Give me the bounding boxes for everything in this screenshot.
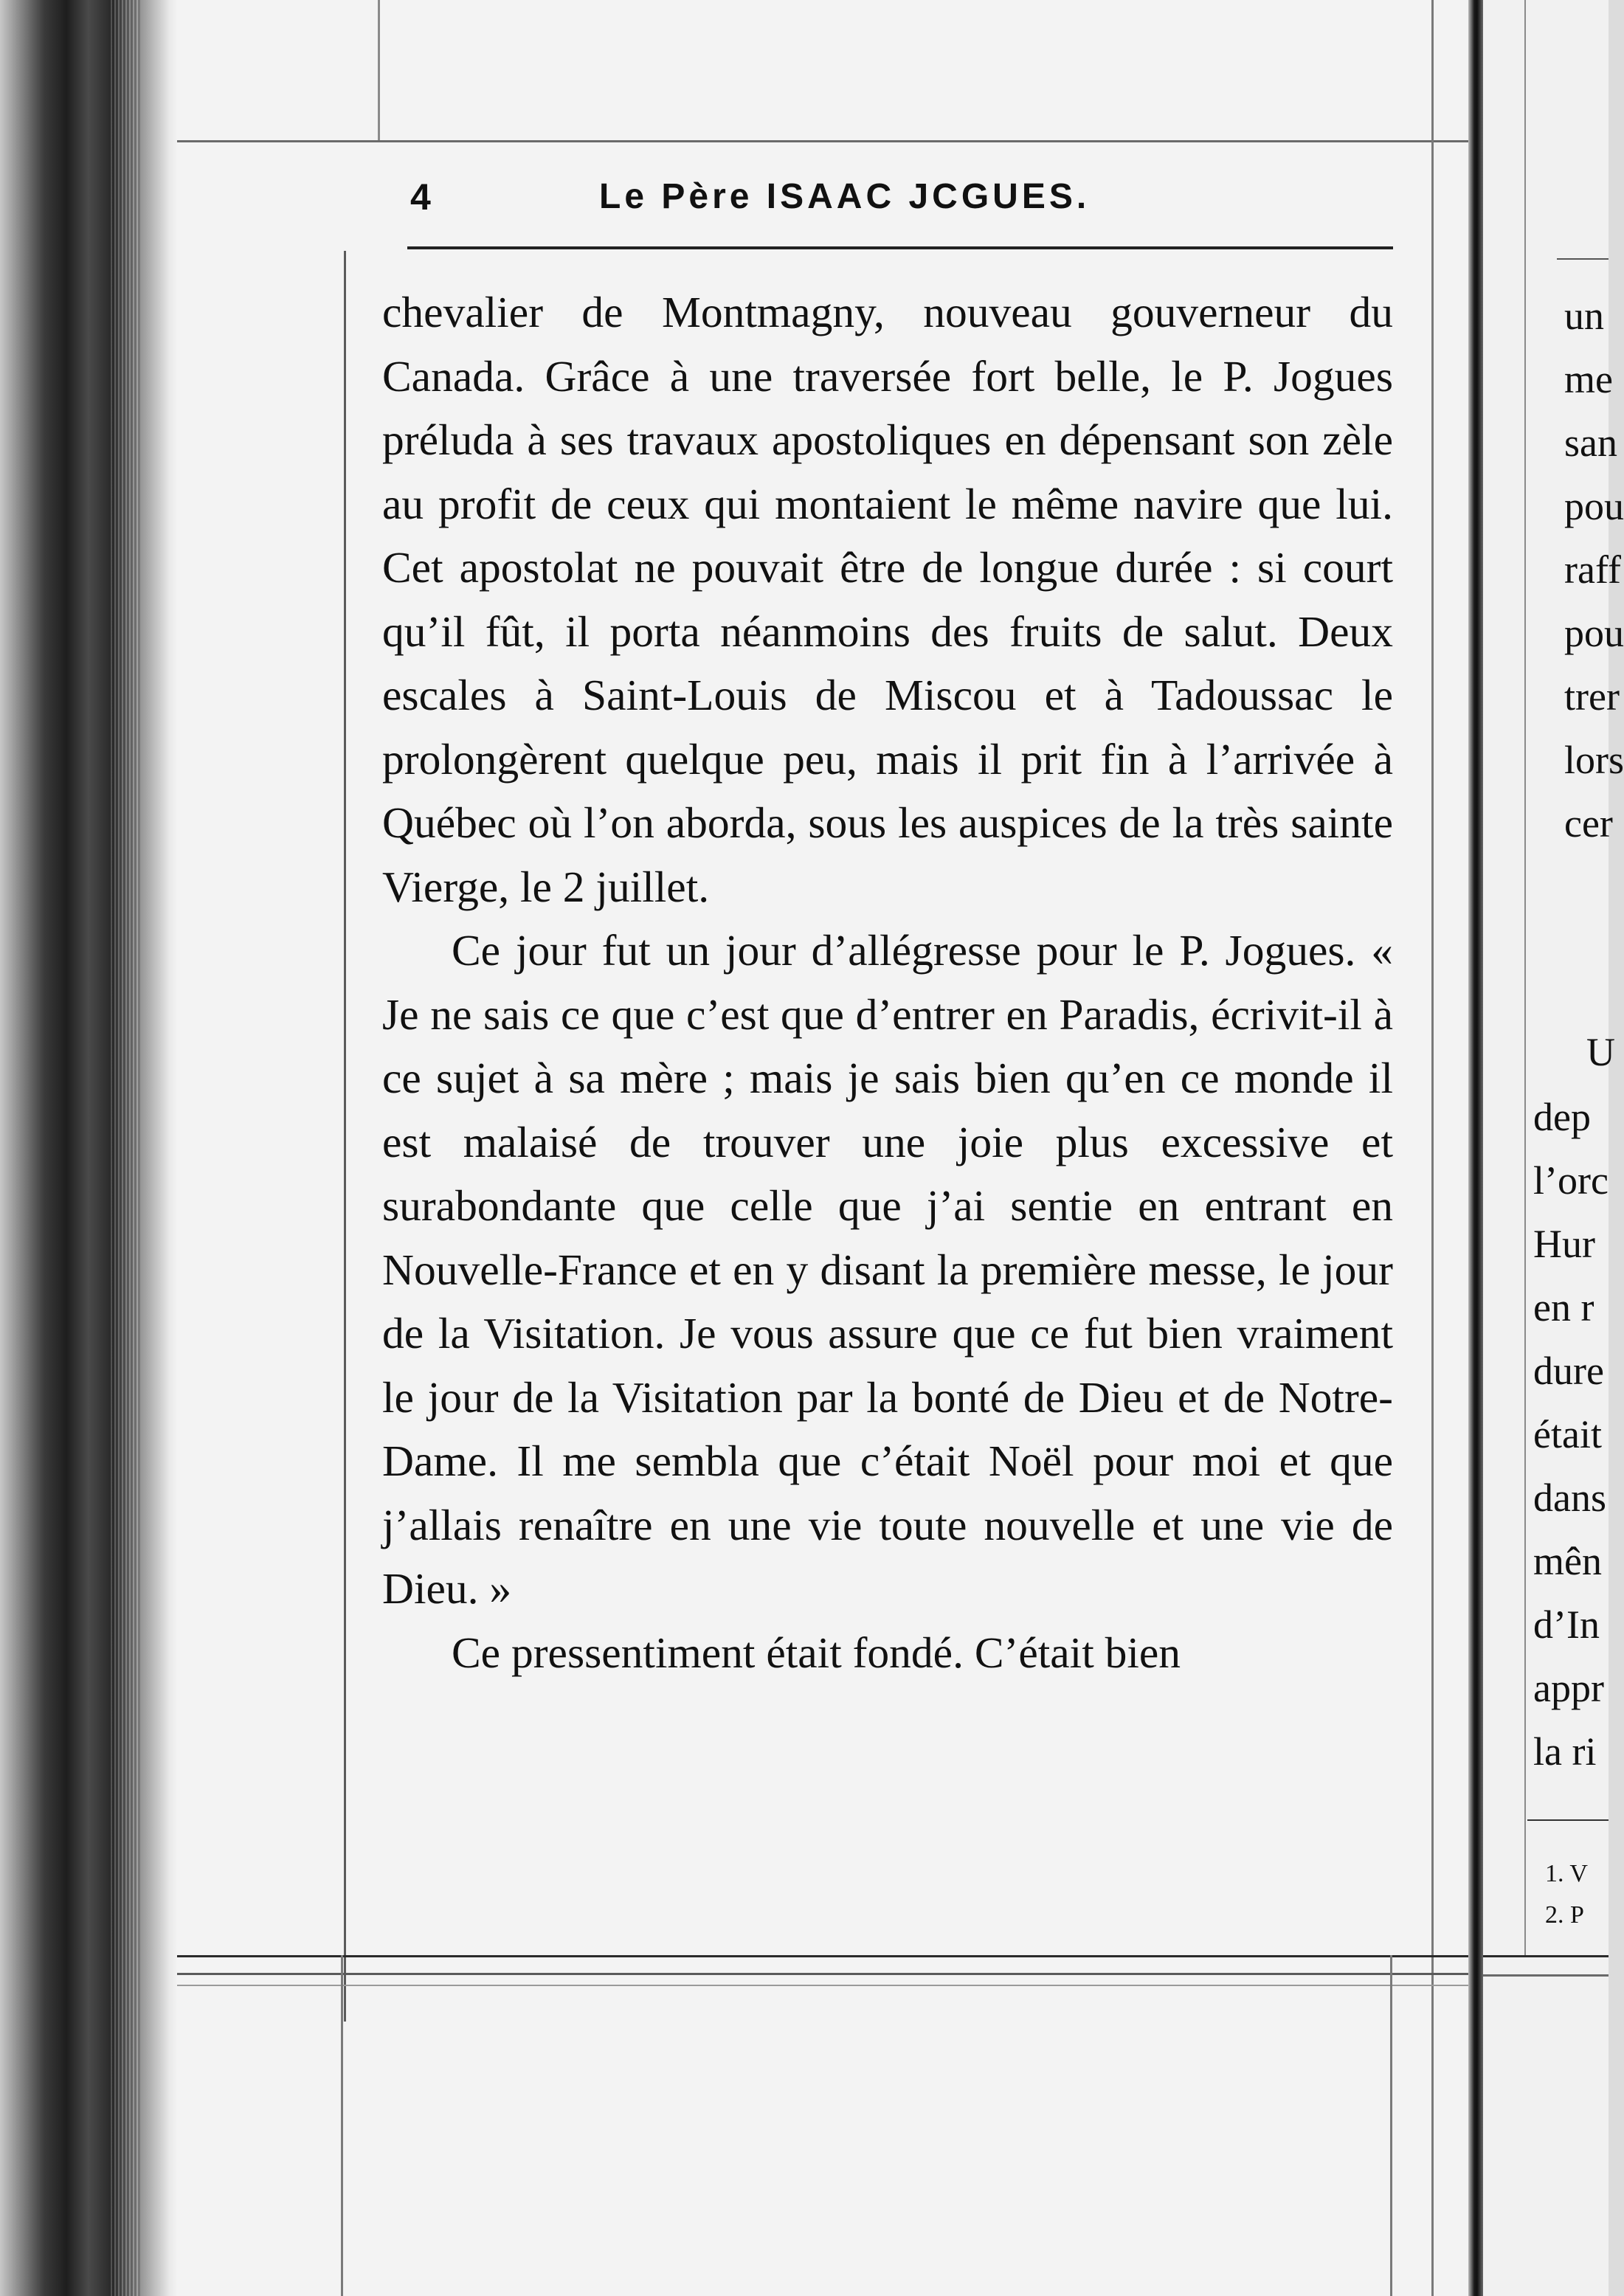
fragment: cer — [1564, 801, 1613, 846]
fragment: un — [1564, 294, 1604, 338]
right-page-header-rule — [1557, 258, 1609, 260]
paragraph: chevalier de Montmagny, nouveau gouverneur du Canada. Grâce à une traversée fort belle, le P. Jogues préluda à ses travaux apostoliques en dépensant son zèle au profit de ceux qui montaient le même navire que lui. Cet apostolat ne pouvait être de longue durée : si court qu’il fût, il porta néanmoins des fruits de salut. Deux escales à Saint-Louis de Miscou et à Tadoussac le prolongèrent quelque peu, mais il prit fin à l’arrivée à Québec où l’on aborda, sous les auspices de la très sainte Vierge, le 2 juillet. — [382, 288, 1393, 911]
fragment: U — [1586, 1030, 1615, 1074]
paragraph: Ce pressentiment était fondé. C’était bien — [452, 1628, 1181, 1677]
fragment: appr — [1533, 1666, 1604, 1710]
fragment: la ri — [1533, 1729, 1597, 1774]
fragment: me — [1564, 357, 1613, 401]
fragment: lors — [1564, 738, 1624, 782]
right-page-bottom-rule-2 — [1483, 1974, 1609, 1977]
fragment: pou — [1564, 484, 1624, 528]
fragment: en r — [1533, 1285, 1594, 1329]
top-frame-rule — [177, 140, 1468, 142]
bottom-left-frame-rule — [341, 1955, 343, 2296]
fragment: dure — [1533, 1349, 1604, 1393]
bottom-frame-rule-3 — [177, 1985, 1468, 1986]
book-spine — [0, 0, 177, 2296]
fragment: était — [1533, 1412, 1602, 1456]
body-text — [382, 280, 1393, 1684]
fragment: raff — [1564, 547, 1621, 592]
bottom-frame-rule-2 — [177, 1973, 1468, 1975]
fragment: dep — [1533, 1095, 1591, 1139]
right-frame-rule — [1431, 0, 1434, 2296]
fragment: dans — [1533, 1476, 1606, 1520]
paragraph: Ce jour fut un jour d’allégresse pour le P. Jogues. « Je ne sais ce que c’est que d’entrer en Paradis, écrivit-il à ce sujet à sa mère ; mais je sais bien qu’en ce monde il est malaisé de trouver une joie plus excessive et surabondante que celle que j’ai sentie en entrant en Nouvelle-France et en y disant la première messe, le jour de la Visitation. Je vous assure que ce fut bien vraiment le jour de la Visitation par la bonté de Dieu et de Notre-Dame. Il me sembla que c’était Noël pour moi et que j’allais renaître en une vie toute nouvelle et une vie de Dieu. » — [382, 926, 1393, 1613]
fragment: trer — [1564, 674, 1620, 719]
fragment: l’orc — [1533, 1158, 1609, 1203]
footnote-fragment: 1. V — [1545, 1860, 1588, 1887]
right-page-edge — [1483, 0, 1624, 2296]
right-page-left-rule — [1524, 0, 1526, 1955]
bottom-frame-rule-1 — [177, 1955, 1468, 1957]
top-left-frame-rule — [378, 0, 380, 140]
fragment: d’In — [1533, 1602, 1600, 1647]
page-number: 4 — [410, 176, 431, 218]
footnote-fragment: 2. P — [1545, 1901, 1584, 1929]
header-rule — [407, 246, 1393, 249]
fragment: mên — [1533, 1539, 1602, 1583]
footnote-rule — [1527, 1819, 1609, 1821]
right-page-bottom-rule — [1483, 1955, 1609, 1957]
bottom-right-frame-rule — [1390, 1955, 1392, 2296]
fragment: san — [1564, 421, 1617, 465]
running-title: Le Père ISAAC JCGUES. — [599, 177, 1091, 216]
book-gutter — [1468, 0, 1483, 2296]
page-header — [410, 171, 1392, 223]
fragment: Hur — [1533, 1222, 1595, 1266]
left-text-rule — [344, 251, 346, 2022]
spine-texture — [111, 0, 140, 2296]
fragment: pou — [1564, 611, 1624, 655]
